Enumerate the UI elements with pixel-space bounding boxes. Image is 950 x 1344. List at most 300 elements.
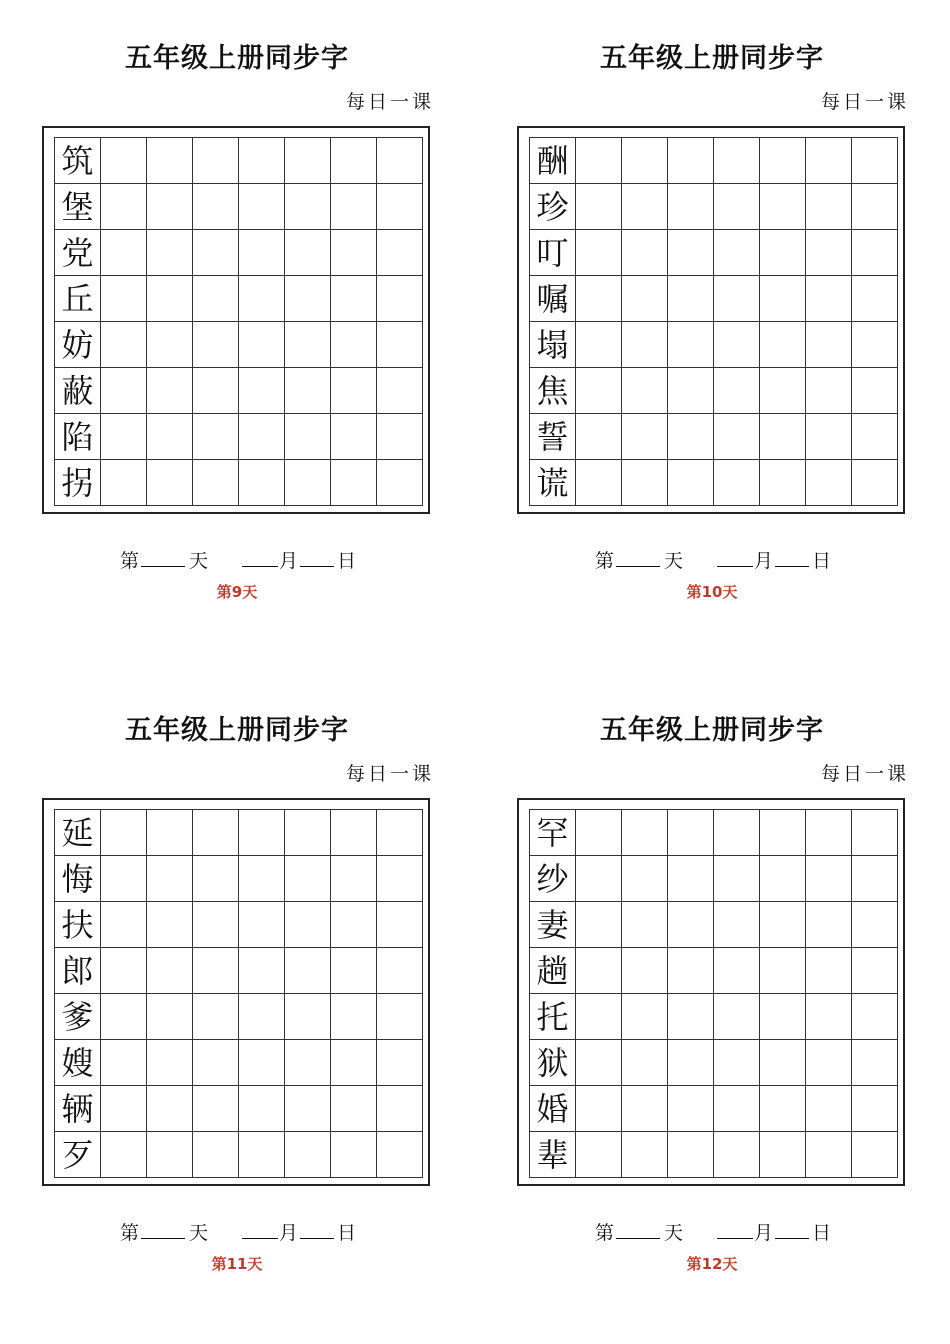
practice-cell[interactable] [714,368,760,414]
practice-cell[interactable] [760,902,806,948]
date-footer [42,1218,432,1242]
day-number-label: 第9天 [216,583,258,601]
practice-cell[interactable] [668,368,714,414]
practice-cell[interactable] [193,902,239,948]
model-character: 狱 [530,1040,576,1086]
practice-cell[interactable] [147,1132,193,1178]
practice-cell[interactable] [806,994,852,1040]
practice-cell[interactable] [760,994,806,1040]
practice-cell[interactable] [622,230,668,276]
practice-cell[interactable] [147,276,193,322]
practice-cell[interactable] [668,460,714,506]
model-character: 叮 [530,230,576,276]
footer-ri-label: 日 [337,550,357,572]
practice-cell[interactable] [576,414,622,460]
model-character: 爹 [55,994,101,1040]
day-number-label: 第11天 [211,1255,263,1273]
practice-cell[interactable] [147,1040,193,1086]
footer-yue-label: 月 [279,550,299,572]
practice-cell[interactable] [806,184,852,230]
practice-cell[interactable] [147,856,193,902]
practice-cell[interactable] [285,810,331,856]
practice-cell[interactable] [622,322,668,368]
model-character: 堡 [55,184,101,230]
model-character: 辈 [530,1132,576,1178]
practice-cell[interactable] [576,230,622,276]
practice-cell[interactable] [852,1086,898,1132]
date-blank[interactable] [775,1238,809,1239]
practice-cell[interactable] [852,184,898,230]
practice-cell[interactable] [760,810,806,856]
practice-cell[interactable] [576,856,622,902]
footer-ri-label: 日 [337,1222,357,1244]
practice-cell[interactable] [806,856,852,902]
practice-cell[interactable] [576,948,622,994]
practice-cell[interactable] [239,948,285,994]
practice-cell[interactable] [714,1040,760,1086]
practice-cell[interactable] [714,810,760,856]
model-character: 妻 [530,902,576,948]
practice-cell[interactable] [806,138,852,184]
practice-cell[interactable] [331,230,377,276]
date-footer [517,1218,907,1242]
practice-cell[interactable] [576,1132,622,1178]
model-character: 嘱 [530,276,576,322]
practice-cell[interactable] [806,1040,852,1086]
practice-cell[interactable] [668,948,714,994]
practice-cell[interactable] [714,1086,760,1132]
footer-ri-label: 日 [812,550,832,572]
practice-cell[interactable] [239,902,285,948]
practice-cell[interactable] [622,994,668,1040]
writing-grid-frame [517,126,905,514]
practice-cell[interactable] [806,230,852,276]
practice-cell[interactable] [239,856,285,902]
sheet-subtitle: 每日一课 [820,91,909,113]
model-character: 扶 [55,902,101,948]
practice-cell[interactable] [285,414,331,460]
sheet-subtitle: 每日一课 [345,763,434,785]
practice-cell[interactable] [852,276,898,322]
writing-grid [529,809,898,1178]
practice-cell[interactable] [377,414,423,460]
model-character: 誓 [530,414,576,460]
practice-cell[interactable] [622,184,668,230]
model-character: 筑 [55,138,101,184]
practice-cell[interactable] [714,184,760,230]
practice-cell[interactable] [285,1132,331,1178]
model-character: 党 [55,230,101,276]
model-character: 辆 [55,1086,101,1132]
practice-cell[interactable] [760,856,806,902]
practice-cell[interactable] [714,276,760,322]
practice-cell[interactable] [101,948,147,994]
sheet-subtitle: 每日一课 [820,763,909,785]
practice-cell[interactable] [147,994,193,1040]
practice-cell[interactable] [714,230,760,276]
practice-cell[interactable] [760,1086,806,1132]
practice-cell[interactable] [760,1040,806,1086]
model-character: 婚 [530,1086,576,1132]
practice-cell[interactable] [377,368,423,414]
practice-cell[interactable] [331,994,377,1040]
practice-cell[interactable] [377,230,423,276]
practice-cell[interactable] [852,810,898,856]
footer-di-label: 第 [120,550,140,572]
practice-cell[interactable] [101,138,147,184]
practice-cell[interactable] [193,810,239,856]
practice-cell[interactable] [377,1132,423,1178]
date-footer [42,546,432,570]
practice-cell[interactable] [622,856,668,902]
practice-cell[interactable] [668,1040,714,1086]
practice-cell[interactable] [331,1040,377,1086]
practice-cell[interactable] [331,902,377,948]
practice-cell[interactable] [147,368,193,414]
practice-cell[interactable] [147,138,193,184]
practice-cell[interactable] [622,368,668,414]
practice-cell[interactable] [377,810,423,856]
practice-cell[interactable] [760,948,806,994]
practice-cell[interactable] [622,276,668,322]
model-character: 趟 [530,948,576,994]
practice-cell[interactable] [852,322,898,368]
practice-cell[interactable] [576,810,622,856]
practice-cell[interactable] [622,1040,668,1086]
model-character: 郎 [55,948,101,994]
practice-cell[interactable] [576,184,622,230]
practice-cell[interactable] [806,276,852,322]
practice-cell[interactable] [285,1040,331,1086]
practice-cell[interactable] [285,460,331,506]
practice-cell[interactable] [377,994,423,1040]
practice-cell[interactable] [285,230,331,276]
practice-cell[interactable] [576,368,622,414]
practice-cell[interactable] [239,1086,285,1132]
practice-cell[interactable] [147,948,193,994]
writing-grid-frame [517,798,905,1186]
practice-cell[interactable] [101,902,147,948]
practice-cell[interactable] [760,230,806,276]
practice-cell[interactable] [760,460,806,506]
practice-cell[interactable] [760,138,806,184]
practice-cell[interactable] [101,856,147,902]
practice-cell[interactable] [576,1086,622,1132]
practice-cell[interactable] [331,810,377,856]
practice-cell[interactable] [668,184,714,230]
practice-cell[interactable] [101,460,147,506]
practice-cell[interactable] [193,1040,239,1086]
practice-cell[interactable] [193,276,239,322]
practice-cell[interactable] [193,414,239,460]
practice-cell[interactable] [101,1040,147,1086]
practice-cell[interactable] [806,1132,852,1178]
practice-cell[interactable] [714,1132,760,1178]
practice-cell[interactable] [285,1086,331,1132]
practice-cell[interactable] [147,902,193,948]
practice-cell[interactable] [331,322,377,368]
practice-cell[interactable] [147,414,193,460]
practice-cell[interactable] [147,1086,193,1132]
practice-cell[interactable] [622,1132,668,1178]
practice-cell[interactable] [101,184,147,230]
practice-cell[interactable] [714,460,760,506]
practice-cell[interactable] [147,230,193,276]
practice-cell[interactable] [668,1132,714,1178]
practice-cell[interactable] [377,322,423,368]
practice-cell[interactable] [377,1086,423,1132]
practice-cell[interactable] [331,1132,377,1178]
practice-cell[interactable] [714,322,760,368]
practice-cell[interactable] [668,138,714,184]
practice-cell[interactable] [239,994,285,1040]
practice-cell[interactable] [760,1132,806,1178]
sheet-title: 五年级上册同步字 [600,715,824,746]
practice-cell[interactable] [576,276,622,322]
practice-cell[interactable] [193,138,239,184]
practice-cell[interactable] [714,948,760,994]
practice-cell[interactable] [101,322,147,368]
practice-cell[interactable] [193,368,239,414]
practice-cell[interactable] [239,414,285,460]
practice-cell[interactable] [852,460,898,506]
practice-cell[interactable] [193,948,239,994]
practice-cell[interactable] [377,460,423,506]
practice-cell[interactable] [193,460,239,506]
practice-cell[interactable] [622,810,668,856]
sheet-title: 五年级上册同步字 [125,43,349,74]
practice-cell[interactable] [622,1086,668,1132]
day-number-label: 第10天 [686,583,738,601]
footer-tian-label: 天 [189,550,209,572]
practice-cell[interactable] [622,460,668,506]
month-blank[interactable] [242,1238,278,1239]
practice-cell[interactable] [239,138,285,184]
model-character: 酬 [530,138,576,184]
month-blank[interactable] [717,1238,753,1239]
practice-cell[interactable] [622,138,668,184]
writing-grid-frame [42,798,430,1186]
practice-cell[interactable] [806,810,852,856]
practice-cell[interactable] [331,368,377,414]
model-character: 托 [530,994,576,1040]
practice-cell[interactable] [331,184,377,230]
practice-cell[interactable] [760,368,806,414]
practice-cell[interactable] [576,902,622,948]
practice-cell[interactable] [285,322,331,368]
model-character: 纱 [530,856,576,902]
model-character: 陷 [55,414,101,460]
practice-cell[interactable] [193,994,239,1040]
practice-cell[interactable] [852,948,898,994]
practice-cell[interactable] [852,414,898,460]
practice-cell[interactable] [806,414,852,460]
model-character: 拐 [55,460,101,506]
practice-cell[interactable] [101,368,147,414]
practice-cell[interactable] [714,138,760,184]
practice-cell[interactable] [101,994,147,1040]
practice-cell[interactable] [622,414,668,460]
footer-di-label: 第 [595,550,615,572]
practice-cell[interactable] [852,368,898,414]
sheet-subtitle: 每日一课 [345,91,434,113]
practice-cell[interactable] [760,276,806,322]
practice-cell[interactable] [668,1086,714,1132]
practice-cell[interactable] [576,322,622,368]
practice-cell[interactable] [852,994,898,1040]
practice-cell[interactable] [101,414,147,460]
practice-cell[interactable] [331,460,377,506]
month-blank[interactable] [717,566,753,567]
writing-grid [54,809,423,1178]
practice-cell[interactable] [714,414,760,460]
footer-tian-label: 天 [664,1222,684,1244]
practice-cell[interactable] [193,322,239,368]
practice-cell[interactable] [576,460,622,506]
practice-cell[interactable] [377,138,423,184]
practice-cell[interactable] [760,322,806,368]
practice-cell[interactable] [101,1086,147,1132]
practice-cell[interactable] [806,1086,852,1132]
practice-cell[interactable] [760,414,806,460]
practice-cell[interactable] [285,138,331,184]
practice-cell[interactable] [806,902,852,948]
practice-cell[interactable] [285,902,331,948]
practice-cell[interactable] [806,460,852,506]
day-blank[interactable] [141,566,185,567]
practice-cell[interactable] [239,276,285,322]
practice-cell[interactable] [806,368,852,414]
day-blank[interactable] [616,1238,660,1239]
practice-cell[interactable] [668,276,714,322]
model-character: 歹 [55,1132,101,1178]
practice-cell[interactable] [147,460,193,506]
model-character: 丘 [55,276,101,322]
date-footer [517,546,907,570]
model-character: 悔 [55,856,101,902]
practice-cell[interactable] [576,138,622,184]
footer-tian-label: 天 [664,550,684,572]
practice-cell[interactable] [852,902,898,948]
practice-cell[interactable] [576,994,622,1040]
practice-cell[interactable] [331,414,377,460]
model-character: 妨 [55,322,101,368]
practice-cell[interactable] [331,856,377,902]
practice-cell[interactable] [101,810,147,856]
sheet-title: 五年级上册同步字 [125,715,349,746]
practice-cell[interactable] [714,856,760,902]
sheet-title: 五年级上册同步字 [600,43,824,74]
practice-cell[interactable] [285,368,331,414]
model-character: 珍 [530,184,576,230]
practice-cell[interactable] [147,810,193,856]
practice-cell[interactable] [193,1086,239,1132]
practice-cell[interactable] [285,184,331,230]
footer-yue-label: 月 [754,550,774,572]
practice-cell[interactable] [193,856,239,902]
practice-cell[interactable] [239,322,285,368]
day-blank[interactable] [616,566,660,567]
practice-cell[interactable] [852,138,898,184]
date-blank[interactable] [775,566,809,567]
practice-cell[interactable] [331,948,377,994]
practice-cell[interactable] [193,1132,239,1178]
practice-cell[interactable] [668,230,714,276]
writing-grid [54,137,423,506]
practice-cell[interactable] [668,856,714,902]
practice-cell[interactable] [377,948,423,994]
practice-cell[interactable] [668,994,714,1040]
practice-cell[interactable] [377,184,423,230]
model-character: 嫂 [55,1040,101,1086]
practice-cell[interactable] [760,184,806,230]
practice-cell[interactable] [377,856,423,902]
model-character: 蔽 [55,368,101,414]
footer-tian-label: 天 [189,1222,209,1244]
month-blank[interactable] [242,566,278,567]
practice-cell[interactable] [239,184,285,230]
practice-cell[interactable] [852,1132,898,1178]
date-blank[interactable] [300,1238,334,1239]
practice-cell[interactable] [147,184,193,230]
practice-cell[interactable] [714,994,760,1040]
practice-cell[interactable] [239,230,285,276]
practice-cell[interactable] [852,856,898,902]
practice-cell[interactable] [285,948,331,994]
practice-cell[interactable] [714,902,760,948]
practice-cell[interactable] [239,460,285,506]
practice-cell[interactable] [331,138,377,184]
practice-cell[interactable] [668,902,714,948]
practice-cell[interactable] [285,856,331,902]
practice-cell[interactable] [101,1132,147,1178]
practice-cell[interactable] [285,994,331,1040]
practice-cell[interactable] [101,276,147,322]
practice-cell[interactable] [668,810,714,856]
practice-cell[interactable] [852,1040,898,1086]
practice-cell[interactable] [576,1040,622,1086]
practice-cell[interactable] [239,368,285,414]
practice-cell[interactable] [377,902,423,948]
practice-cell[interactable] [668,414,714,460]
practice-cell[interactable] [622,902,668,948]
date-blank[interactable] [300,566,334,567]
practice-cell[interactable] [239,1040,285,1086]
practice-cell[interactable] [377,276,423,322]
practice-cell[interactable] [622,948,668,994]
practice-cell[interactable] [193,184,239,230]
practice-cell[interactable] [101,230,147,276]
practice-cell[interactable] [852,230,898,276]
practice-cell[interactable] [193,230,239,276]
model-character: 塌 [530,322,576,368]
practice-cell[interactable] [147,322,193,368]
practice-cell[interactable] [806,948,852,994]
model-character: 罕 [530,810,576,856]
practice-cell[interactable] [285,276,331,322]
practice-cell[interactable] [668,322,714,368]
footer-di-label: 第 [595,1222,615,1244]
day-blank[interactable] [141,1238,185,1239]
practice-cell[interactable] [806,322,852,368]
practice-cell[interactable] [331,276,377,322]
practice-cell[interactable] [331,1086,377,1132]
practice-cell[interactable] [239,1132,285,1178]
footer-ri-label: 日 [812,1222,832,1244]
model-character: 谎 [530,460,576,506]
practice-cell[interactable] [377,1040,423,1086]
practice-cell[interactable] [239,810,285,856]
